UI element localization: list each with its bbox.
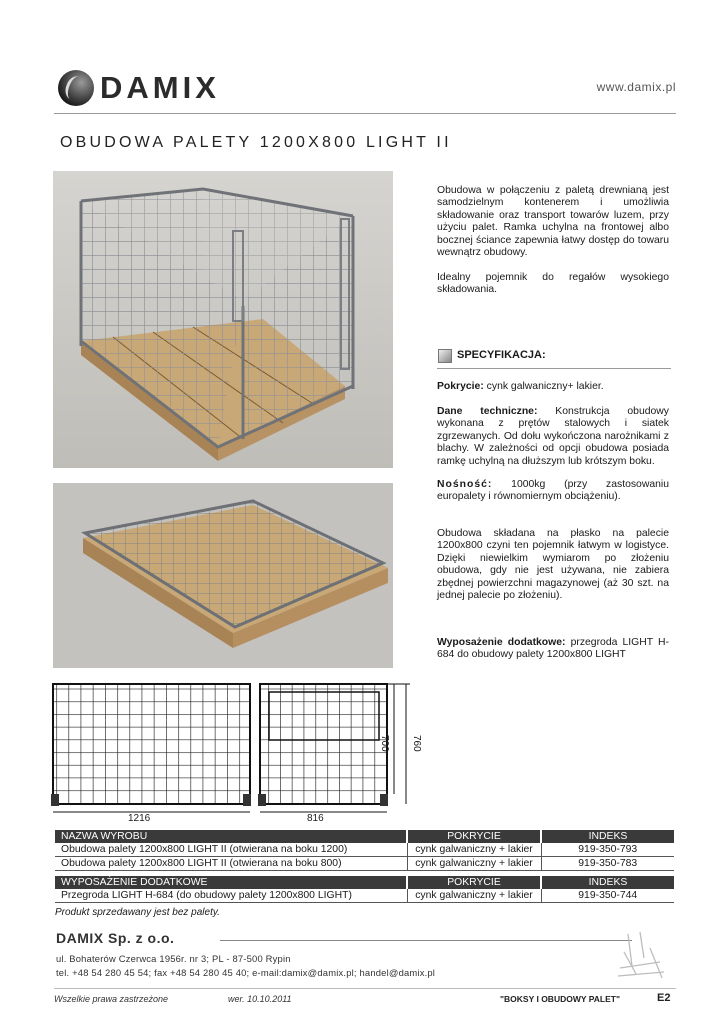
- accessory-index: 919-350-744: [541, 889, 674, 903]
- accessory-name: Przegroda LIGHT H-684 (do obudowy palety 1200x800 LIGHT): [55, 889, 407, 903]
- load-value: 1000kg (przy zastosowaniu europalety i równomiernym obciążeniu).: [437, 479, 669, 503]
- sold-without-pallet-note: Produkt sprzedawany jest bez palety.: [55, 907, 220, 918]
- page-title: OBUDOWA PALETY 1200X800 LIGHT II: [60, 134, 452, 151]
- coating-spec: [437, 381, 669, 393]
- product-index: 919-350-793: [541, 843, 674, 857]
- document-version: wer. 10.10.2011: [228, 994, 292, 1004]
- dimension-height-inner: 700: [379, 735, 390, 752]
- header-coating: POKRYCIE: [407, 830, 541, 843]
- accessories-table: [55, 876, 674, 903]
- dimension-width-long: 1216: [128, 813, 151, 824]
- folding-paragraph: Obudowa składana na płasko na palecie 1200x800 czyni ten pojemnik łatwym w logistyce. Dzięki niewielkim wymiarom po złożeniu obudowa, gdy nie jest używana, nie zabiera zbędnej powierzchni magazynowej (aż 30 szt. na jednej palecie po złożeniu).: [437, 528, 669, 602]
- products-table-header: [55, 830, 674, 843]
- load-label: Nośność:: [437, 479, 493, 490]
- brand-logo-text: DAMIX: [100, 70, 220, 105]
- company-contact: tel. +48 54 280 45 54; fax +48 54 280 45 40; e-mail:damix@damix.pl; handel@damix.pl: [56, 967, 436, 978]
- technical-drawing: [44, 676, 424, 828]
- dimension-height-outer: 760: [411, 735, 422, 752]
- header-index: INDEKS: [541, 876, 674, 889]
- specification-divider: [437, 368, 671, 369]
- specification-heading: SPECYFIKACJA:: [457, 349, 546, 361]
- footer-divider: [54, 988, 676, 989]
- page-number: E2: [657, 992, 671, 1004]
- accessory-label: Wyposażenie dodatkowe:: [437, 637, 566, 648]
- table-row: [55, 889, 674, 903]
- header-product-name: NAZWA WYROBU: [55, 830, 407, 843]
- photo-folded-enclosure: [53, 483, 393, 668]
- product-coating: cynk galwaniczny + lakier: [407, 843, 541, 857]
- website-link[interactable]: www.damix.pl: [596, 80, 676, 94]
- accessory-coating: cynk galwaniczny + lakier: [407, 889, 541, 903]
- catalog-section-name: "BOKSY I OBUDOWY PALET": [500, 994, 620, 1004]
- header-accessory: WYPOSAŻENIE DODATKOWE: [55, 876, 407, 889]
- product-name: Obudowa palety 1200x800 LIGHT II (otwierana na boku 1200): [55, 843, 407, 857]
- dimension-width-short: 816: [307, 813, 324, 824]
- accessory-spec: [437, 637, 669, 662]
- decorative-sketch-icon: [610, 928, 670, 984]
- technical-label: Dane techniczne:: [437, 406, 538, 417]
- load-capacity-spec: [437, 479, 669, 504]
- table-row: [55, 857, 674, 871]
- products-table: [55, 830, 674, 871]
- intro-paragraph: Obudowa w połączeniu z paletą drewnianą jest samodzielnym kontenerem i umożliwia składowanie oraz transport towarów luzem, przy użyciu palet. Ramka uchylna na frontowej albo bocznej ściance zapewnia łatwy dostęp do towaru wewnątrz obudowy.: [437, 185, 669, 259]
- rights-reserved: Wszelkie prawa zastrzeżone: [54, 994, 169, 1004]
- company-divider: [220, 940, 632, 941]
- product-coating: cynk galwaniczny + lakier: [407, 857, 541, 871]
- accessory-value: przegroda LIGHT H-684 do obudowy palety 1200x800 LIGHT: [437, 637, 669, 661]
- header-divider: [54, 113, 676, 114]
- technical-spec: [437, 406, 669, 468]
- header-coating: POKRYCIE: [407, 876, 541, 889]
- accessories-table-header: [55, 876, 674, 889]
- company-name: DAMIX Sp. z o.o.: [56, 930, 175, 946]
- coating-value: cynk galwaniczny+ lakier.: [483, 381, 604, 392]
- product-name: Obudowa palety 1200x800 LIGHT II (otwierana na boku 800): [55, 857, 407, 871]
- damix-logo-icon: [58, 70, 94, 106]
- table-row: [55, 843, 674, 857]
- coating-label: Pokrycie:: [437, 381, 484, 392]
- technical-value: Konstrukcja obudowy wykonana z prętów stalowych i siatek zgrzewanych. Od dołu wykończona narożnikami z blachy. W zależności od opcji obudowa posiada ramkę uchylną na dłuższym lub krótszym boku.: [437, 406, 669, 467]
- specification-square-icon: [438, 349, 452, 363]
- photo-assembled-enclosure: [53, 171, 393, 468]
- header-index: INDEKS: [541, 830, 674, 843]
- company-address: ul. Bohaterów Czerwca 1956r. nr 3; PL - 87-500 Rypin: [56, 953, 291, 964]
- product-index: 919-350-783: [541, 857, 674, 871]
- intro-paragraph-2: Idealny pojemnik do regałów wysokiego składowania.: [437, 272, 669, 296]
